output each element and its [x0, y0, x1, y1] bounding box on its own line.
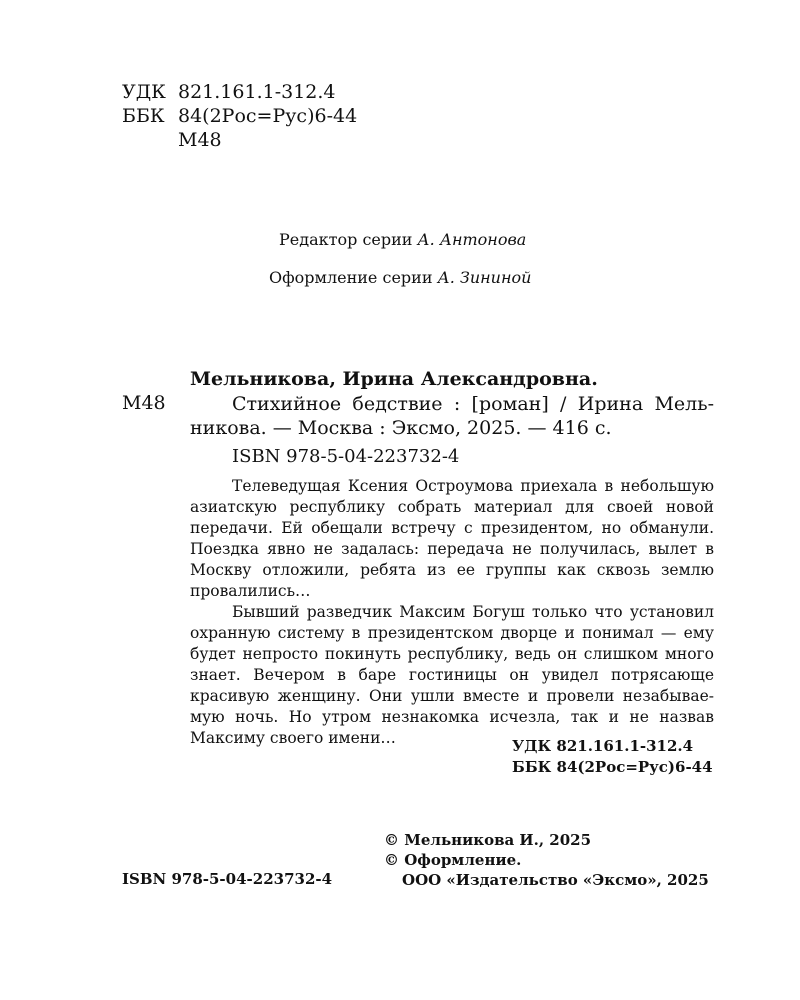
udk-label: УДК	[122, 81, 166, 103]
bbk-label: ББК	[122, 105, 165, 127]
classification-codes	[122, 80, 358, 152]
annotation-paragraph-2: Бывший разведчик Максим Богуш только что установил охранную систему в президентском дворце и понимал — ему будет непросто покинуть республику, ведь он слишком много знает. Вечером в баре гостиницы он увидел потрясающе красивую женщину. Они ушли вместе и провели незабываемую ночь. Но утром незнакомка исчезла, так и не назвав Максиму своего имени…	[190, 603, 714, 747]
bibliographic-description: Стихийное бедствие : [роман] / Ирина Мельникова. — Москва : Эксмо, 2025. — 416 с.	[190, 393, 714, 439]
udk-value: 821.161.1-312.4	[178, 81, 336, 103]
annotation-paragraph-1: Телеведущая Ксения Остроумова приехала в небольшую азиатскую республику собрать материал для своей новой передачи. Ей обещали встречу с президентом, но обманули. Поездка явно не задалась: передача не получилась, вылет в Москву отложили, ребята из ее группы как сквозь землю провалились…	[190, 477, 714, 600]
codes-repeat	[512, 736, 713, 778]
copyright-block	[384, 830, 709, 890]
isbn-bibliographic: ISBN 978-5-04-223732-4	[232, 446, 460, 467]
editor-role: Редактор серии	[279, 230, 413, 249]
editor-name: А. Антонова	[417, 230, 527, 249]
copyright-author: © Мельникова И., 2025	[384, 831, 592, 849]
annotation	[190, 476, 714, 749]
bib-author-mark: М48	[122, 392, 166, 414]
isbn-footer: ISBN 978-5-04-223732-4	[122, 870, 333, 888]
bbk-row	[122, 104, 358, 128]
series-design-credit	[269, 268, 531, 287]
design-role: Оформление серии	[269, 268, 433, 287]
bbk-value: 84(2Рос=Рус)6-44	[178, 105, 358, 127]
copyright-design: © Оформление.	[384, 851, 522, 869]
udk-repeat: УДК 821.161.1-312.4	[512, 737, 694, 755]
author-mark: М48	[178, 129, 222, 151]
author-heading: Мельникова, Ирина Александровна.	[190, 368, 598, 390]
author-mark-row	[122, 128, 222, 152]
udk-row	[122, 80, 336, 104]
copyright-publisher: ООО «Издательство «Эксмо», 2025	[402, 871, 709, 889]
bbk-repeat: ББК 84(2Рос=Рус)6-44	[512, 758, 713, 776]
series-editor-credit	[279, 230, 526, 249]
design-name: А. Зининой	[437, 268, 532, 287]
